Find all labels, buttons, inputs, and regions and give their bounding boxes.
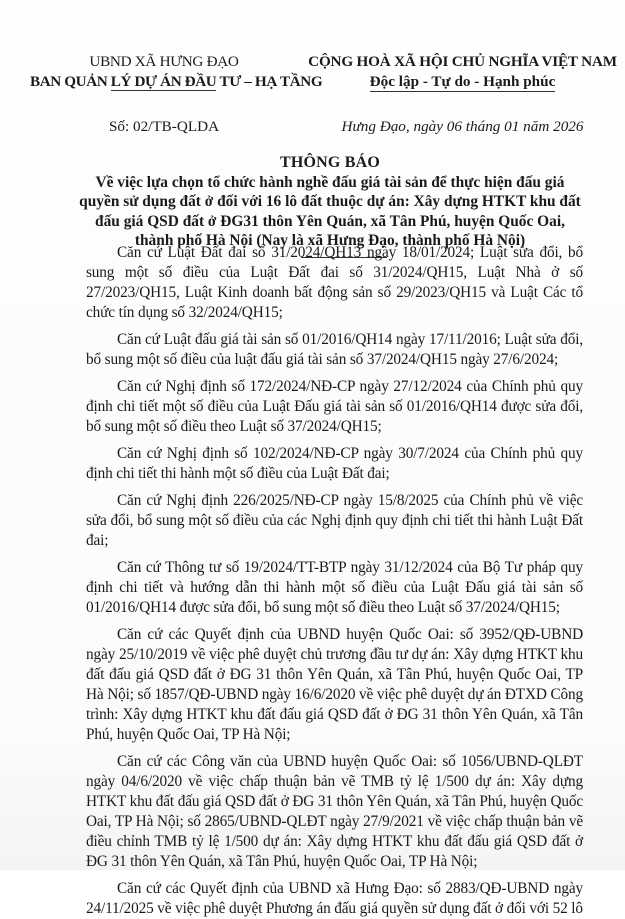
notice-title-block bbox=[60, 153, 600, 258]
legal-basis-paragraph: Căn cứ Thông tư số 19/2024/TT-BTP ngày 31/12/2024 của Bộ Tư pháp quy định chi tiết và hướng dẫn thi hành một số điều của Luật Đấu giá tài sản số 01/2016/QH14 được sửa đổi, bổ sung một số điều theo Luật số 37/2024/QH15; bbox=[86, 559, 583, 616]
national-heading bbox=[300, 52, 625, 92]
reference-line bbox=[0, 118, 625, 140]
issuing-unit-underlined: LÝ DỰ ÁN ĐẦU bbox=[110, 73, 217, 90]
subject-line: Về việc lựa chọn tổ chức hành nghề đấu giá tài sản để thực hiện đấu giá bbox=[95, 173, 565, 191]
place-and-date: Hưng Đạo, ngày 06 tháng 01 năm 2026 bbox=[341, 118, 584, 135]
legal-basis-paragraph: Căn cứ Nghị định số 102/2024/NĐ-CP ngày 30/7/2024 của Chính phủ quy định chi tiết thi hành một số điều của Luật Đất đai; bbox=[86, 445, 583, 482]
legal-basis-paragraph: Căn cứ các Quyết định của UBND xã Hưng Đạo: số 2883/QĐ-UBND ngày 24/11/2025 về việc phê duyệt Phương án đấu giá quyền sử dụng đất ở đối với 52 lô bbox=[86, 880, 583, 917]
legal-basis-paragraph: Căn cứ Nghị định số 172/2024/NĐ-CP ngày 27/12/2024 của Chính phủ quy định chi tiết một số điều của Luật Đấu giá tài sản số 01/2016/QH14 được sửa đổi, bổ sung một số điều theo Luật số 37/2024/QH15; bbox=[86, 378, 583, 435]
legal-basis-paragraph: Căn cứ Nghị định 226/2025/NĐ-CP ngày 15/8/2025 của Chính phủ về việc sửa đổi, bổ sung một số điều của các Nghị định quy định chi tiết thi hành Luật Đất đai; bbox=[86, 492, 583, 549]
subject-line: quyền sử dụng đất ở đối với 16 lô đất thuộc dự án: Xây dựng HTKT khu đất bbox=[79, 193, 581, 210]
parent-organization: UBND XÃ HƯNG ĐẠO bbox=[89, 53, 239, 70]
document-number: Số: 02/TB-QLDA bbox=[108, 118, 220, 135]
issuing-unit bbox=[30, 72, 323, 92]
issuing-unit-pre: BAN QUẢN bbox=[30, 73, 111, 90]
legal-basis-paragraph: Căn cứ Luật đấu giá tài sản số 01/2016/QH14 ngày 17/11/2016; Luật sửa đổi, bổ sung một số điều của luật đấu giá tài sản số 37/2024/QH15 ngày 27/6/2024; bbox=[86, 331, 583, 368]
subject-line: đấu giá QSD đất ở ĐG31 thôn Yên Quán, xã Tân Phú, huyện Quốc Oai, bbox=[95, 212, 565, 230]
legal-basis-paragraph: Căn cứ Luật Đất đai số 31/2024/QH13 ngày 18/01/2024; Luật sửa đổi, bổ sung một số điều của Luật Đất đai số 31/2024/QH15, Luật Nhà ở số 27/2023/QH15, Luật Kinh doanh bất động sản số 29/2023/QH15 và Luật Các tổ chức tín dụng số 32/2024/QH15; bbox=[86, 244, 583, 321]
issuing-unit-post: TƯ – HẠ TẦNG bbox=[216, 73, 323, 90]
legal-basis-paragraph: Căn cứ các Công văn của UBND huyện Quốc Oai: số 1056/UBND-QLĐT ngày 04/6/2020 về việc chấp thuận bản vẽ TMB tỷ lệ 1/500 dự án: Xây dựng HTKT khu đất đấu giá QSD đất ở ĐG 31 thôn Yên Quán, xã Tân Phú, huyện Quốc Oai, TP Hà Nội; số 2865/UBND-QLĐT ngày 27/9/2021 về việc chấp thuận bản vẽ điều chỉnh TMB tỷ lệ 1/500 dự án: Xây dựng HTKT khu đất đấu giá QSD đất ở ĐG 31 thôn Yên Quán, xã Tân Phú, huyện Quốc Oai, TP Hà Nội; bbox=[86, 753, 583, 870]
subject-line: thành phố Hà Nội (Nay là xã Hưng Đạo, thành phố Hà Nội) bbox=[134, 232, 526, 249]
national-motto: Độc lập - Tự do - Hạnh phúc bbox=[369, 73, 556, 90]
legal-basis-paragraph: Căn cứ các Quyết định của UBND huyện Quốc Oai: số 3952/QĐ-UBND ngày 25/10/2019 về việc phê duyệt chủ trương đầu tư dự án: Xây dựng HTKT khu đất đấu giá QSD đất ở ĐG 31 thôn Yên Quán, xã Tân Phú, huyện Quốc Oai, TP Hà Nội; số 1857/QĐ-UBND ngày 16/6/2020 về việc phê duyệt dự án ĐTXD Công trình: Xây dựng HTKT khu đất đấu giá QSD đất ở ĐG 31 thôn Yên Quán, xã Tân Phú, huyện Quốc Oai, TP Hà Nội; bbox=[86, 626, 583, 743]
nation-name: CỘNG HOÀ XÃ HỘI CHỦ NGHĨA VIỆT NAM bbox=[308, 53, 617, 70]
document-header bbox=[0, 52, 625, 112]
document-type: THÔNG BÁO bbox=[279, 154, 381, 171]
document-body bbox=[86, 243, 583, 919]
issuing-authority bbox=[30, 52, 323, 92]
